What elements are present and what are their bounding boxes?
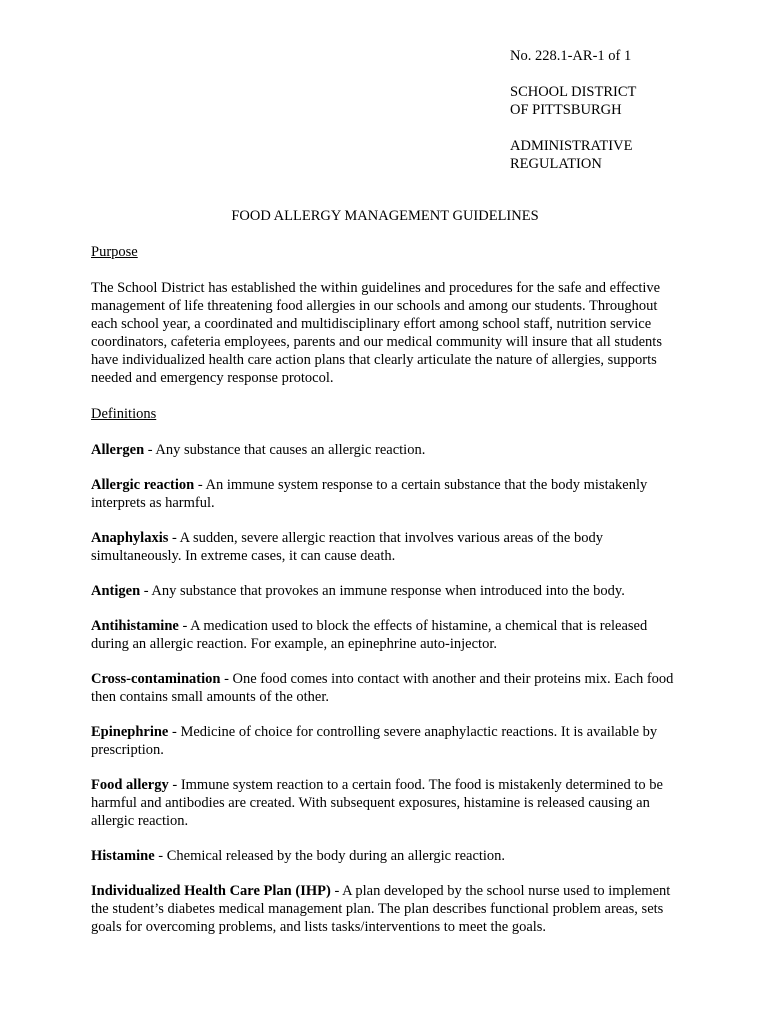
- definition-text: - A medication used to block the effects of histamine, a chemical that is released during an allergic reaction. For example, an epinephrine auto-injector.: [91, 618, 648, 652]
- definition-term: Histamine: [91, 848, 155, 864]
- document-number: [510, 47, 760, 65]
- definition-text: - Immune system reaction to a certain food. The food is mistakenly determined to be harmful and antibodies are created. With subsequent exposures, histamine is released causing an allergic reaction.: [91, 777, 663, 829]
- definition-term: Allergen: [91, 442, 145, 458]
- document-body: [91, 243, 683, 953]
- definition-item: [91, 617, 683, 653]
- definitions-list: [91, 441, 683, 936]
- definition-term: Antigen: [91, 583, 141, 599]
- purpose-heading: Purpose: [91, 244, 138, 260]
- district-line-1: SCHOOL DISTRICT: [510, 84, 637, 100]
- regulation-line-1: ADMINISTRATIVE: [510, 138, 633, 154]
- district-line-2: OF PITTSBURGH: [510, 102, 622, 118]
- document-number-text: No. 228.1-AR-1 of 1: [510, 48, 632, 64]
- document-title: FOOD ALLERGY MANAGEMENT GUIDELINES: [231, 208, 539, 224]
- definition-item: [91, 882, 683, 936]
- definition-item: [91, 582, 683, 600]
- definition-term: Anaphylaxis: [91, 530, 169, 546]
- definition-item: [91, 776, 683, 830]
- definition-item: [91, 723, 683, 759]
- definition-item: [91, 441, 683, 459]
- definition-term: Epinephrine: [91, 724, 169, 740]
- definition-term: Food allergy: [91, 777, 169, 793]
- definition-term: Allergic reaction: [91, 477, 195, 493]
- definition-text: - Any substance that provokes an immune response when introduced into the body.: [140, 583, 625, 599]
- definition-text: - An immune system response to a certain substance that the body mistakenly interprets as harmful.: [91, 477, 648, 511]
- definition-text: - Medicine of choice for controlling severe anaphylactic reactions. It is available by prescription.: [91, 724, 658, 758]
- definition-text: - Any substance that causes an allergic reaction.: [144, 442, 426, 458]
- district-name: [510, 83, 760, 119]
- definition-text: - A sudden, severe allergic reaction that involves various areas of the body simultaneously. In extreme cases, it can cause death.: [91, 530, 603, 564]
- definition-item: [91, 476, 683, 512]
- regulation-line-2: REGULATION: [510, 156, 602, 172]
- purpose-paragraph: The School District has established the within guidelines and procedures for the safe and effective management of life threatening food allergies in our schools and among our students. Throughout each school year, a coordinated and multidisciplinary effort among school staff, nutrition service coordinators, cafeteria employees, parents and our medical community will insure that all students have individualized health care action plans that clearly articulate the nature of allergies, supports needed and emergency response protocol.: [91, 280, 662, 386]
- definition-text: - Chemical released by the body during an allergic reaction.: [154, 848, 506, 864]
- definition-term: Individualized Health Care Plan (IHP): [91, 883, 331, 899]
- definitions-heading: Definitions: [91, 406, 157, 422]
- definition-item: [91, 847, 683, 865]
- definition-item: [91, 670, 683, 706]
- definition-text: - One food comes into contact with another and their proteins mix. Each food then contains small amounts of the other.: [91, 671, 674, 705]
- definition-item: [91, 529, 683, 565]
- regulation-type: [510, 137, 760, 173]
- definition-term: Cross-contamination: [91, 671, 221, 687]
- definition-text: - A plan developed by the school nurse used to implement the student’s diabetes medical management plan. The plan describes functional problem areas, sets goals for overcoming problems, and lists tasks/interventions to meet the goals.: [91, 883, 671, 935]
- definition-term: Antihistamine: [91, 618, 179, 634]
